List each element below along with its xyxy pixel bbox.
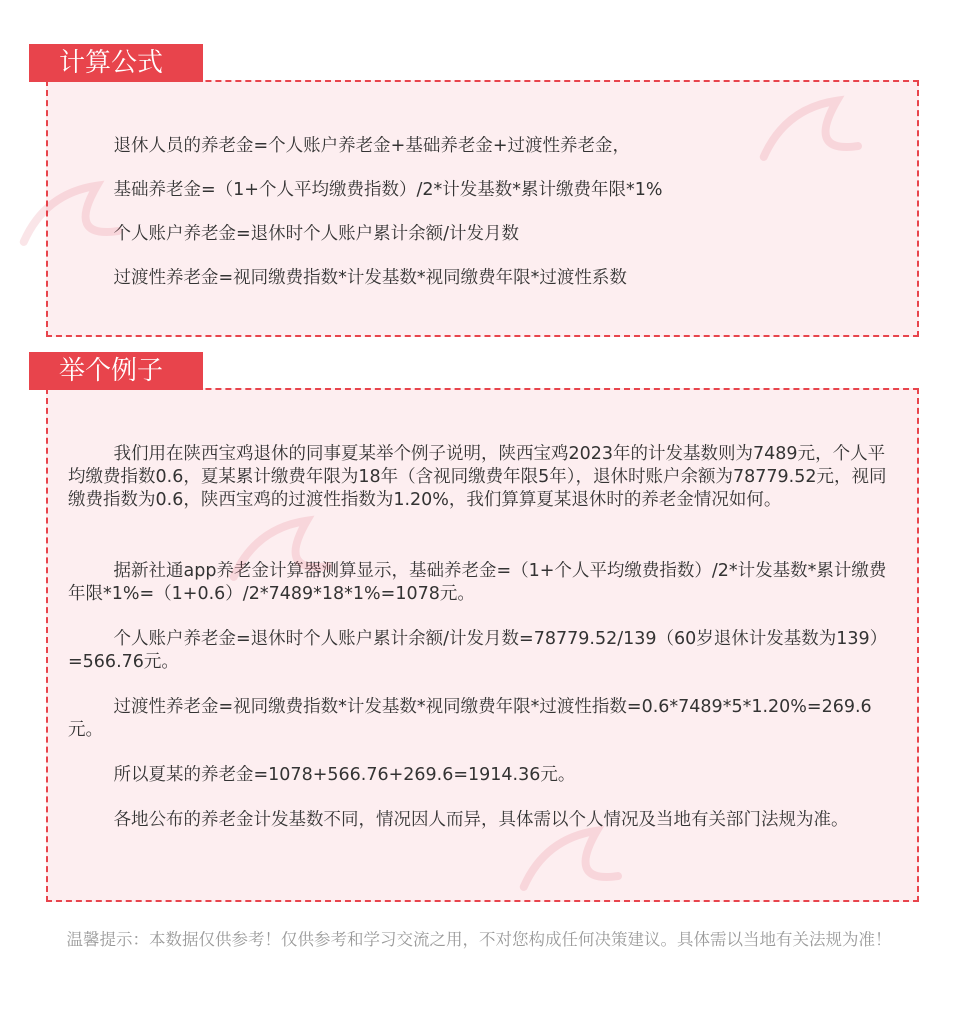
formula-paragraph: 过渡性养老金=视同缴费指数*计发基数*视同缴费年限*过渡性系数 [113, 268, 627, 288]
example-paragraph: 我们用在陕西宝鸡退休的同事夏某举个例子说明，陕西宝鸡2023年的计发基数则为7489元，个人平均缴费指数0.6，夏某累计缴费年限为18年（含视同缴费年限5年），退休时账户余额为78779.52元，视同缴费指数为0.6，陕西宝鸡的过渡性指数为1.20%，我们算算夏某退休时的养老金情况如何。 [68, 444, 887, 510]
formula-paragraph: 退休人员的养老金=个人账户养老金+基础养老金+过渡性养老金， [113, 136, 630, 156]
example-paragraph: 据新社通app养老金计算器测算显示，基础养老金=（1+个人平均缴费指数）/2*计发基数*累计缴费年限*1%=（1+0.6）/2*7489*18*1%=1078元。 [68, 561, 887, 604]
example-paragraph: 所以夏某的养老金=1078+566.76+269.6=1914.36元。 [113, 765, 576, 785]
formula-paragraph: 基础养老金=（1+个人平均缴费指数）/2*计发基数*累计缴费年限*1% [113, 180, 663, 200]
example-paragraph: 各地公布的养老金计发基数不同，情况因人而异，具体需以个人情况及当地有关部门法规为准。 [113, 810, 849, 830]
example-paragraph: 个人账户养老金=退休时个人账户累计余额/计发月数=78779.52/139（60岁退休计发基数为139）=566.76元。 [68, 629, 888, 672]
example-paragraph: 过渡性养老金=视同缴费指数*计发基数*视同缴费年限*过渡性指数=0.6*7489*5*1.20%=269.6元。 [68, 697, 872, 740]
example-box [46, 388, 919, 902]
formula-section-title: 计算公式 [29, 44, 203, 82]
example-section-title: 举个例子 [29, 352, 203, 390]
formula-box [46, 80, 919, 337]
formula-paragraph: 个人账户养老金=退休时个人账户累计余额/计发月数 [113, 224, 520, 244]
footer-tip: 温馨提示：本数据仅供参考！仅供参考和学习交流之用，不对您构成任何决策建议。具体需以当地有关法规为准！ [66, 930, 892, 949]
